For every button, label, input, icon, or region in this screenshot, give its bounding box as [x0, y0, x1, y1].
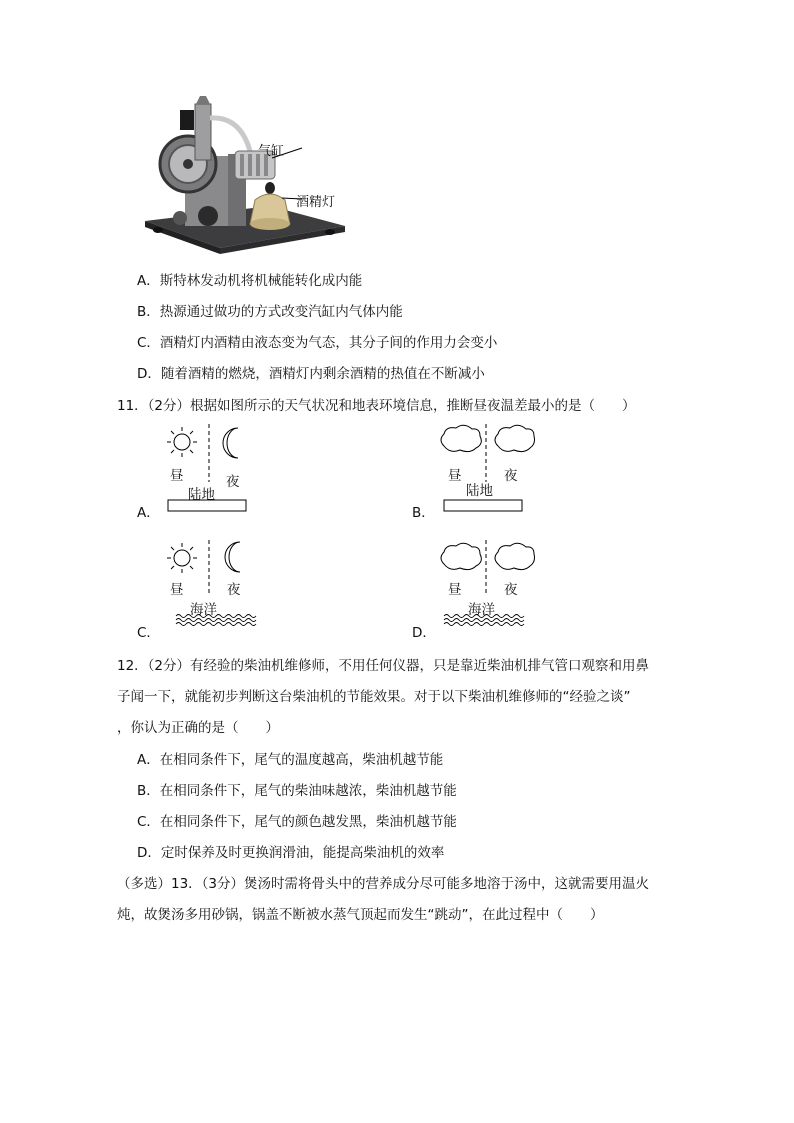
sun-icon — [167, 543, 197, 573]
cylinder-label: 气缸 — [258, 144, 285, 159]
q13-stem-line-1: （多选）13．（3分）煲汤时需将骨头中的营养成分尽可能多地溶于汤中，这就需要用温火 — [117, 876, 650, 892]
q11-d-day-label: 昼 — [448, 582, 462, 598]
q11-d-ocean-label: 海洋 — [468, 602, 495, 618]
moon-icon — [225, 542, 240, 572]
q10-option-a: A．斯特林发动机将机械能转化成内能 — [137, 273, 363, 289]
q12-stem-line-3: ，你认为正确的是（ ） — [117, 720, 279, 736]
q10-option-d: D．随着酒精的燃烧，酒精灯内剩余酒精的热值在不断减小 — [137, 366, 485, 382]
q12-option-a: A．在相同条件下，尾气的温度越高，柴油机越节能 — [137, 752, 444, 768]
q11-a-day-label: 昼 — [170, 468, 184, 484]
q12-option-d: D．定时保养及时更换润滑油，能提高柴油机的效率 — [137, 845, 445, 861]
q11-b-night-label: 夜 — [504, 468, 518, 484]
q11-c-night-label: 夜 — [227, 582, 241, 598]
q11-stem: 11．（2分）根据如图所示的天气状况和地表环境信息，推断昼夜温差最小的是（ ） — [117, 398, 636, 414]
q11-option-a-letter: A． — [137, 505, 160, 521]
alcohol-lamp-label: 酒精灯 — [296, 195, 336, 210]
q11-b-day-label: 昼 — [448, 468, 462, 484]
sun-icon — [167, 427, 197, 457]
land-block — [444, 500, 522, 511]
q12-stem-line-2: 子闻一下，就能初步判断这台柴油机的节能效果。对于以下柴油机维修师的“经验之谈” — [117, 689, 631, 705]
q11-a-night-label: 夜 — [226, 474, 240, 490]
q11-option-d-letter: D． — [412, 625, 436, 641]
q11-a-land-label: 陆地 — [188, 487, 215, 503]
q10-option-c: C．酒精灯内酒精由液态变为气态，其分子间的作用力会变小 — [137, 335, 498, 351]
cloud-icon — [495, 425, 535, 451]
cloud-icon — [441, 425, 481, 451]
q11-option-c-letter: C． — [137, 625, 160, 641]
moon-icon — [223, 428, 238, 458]
q10-option-b: B．热源通过做功的方式改变汽缸内气体内能 — [137, 304, 403, 320]
q11-c-ocean-label: 海洋 — [190, 602, 217, 618]
q11-c-day-label: 昼 — [170, 582, 184, 598]
q13-stem-line-2: 炖，故煲汤多用砂锅，锅盖不断被水蒸气顶起而发生“跳动”，在此过程中（ ） — [117, 907, 604, 923]
q12-option-b: B．在相同条件下，尾气的柴油味越浓，柴油机越节能 — [137, 783, 457, 799]
cloud-icon — [495, 543, 535, 569]
q11-option-b-letter: B． — [412, 505, 435, 521]
q11-b-land-label: 陆地 — [466, 483, 493, 499]
cloud-icon — [441, 543, 481, 569]
q11-d-night-label: 夜 — [504, 582, 518, 598]
q12-option-c: C．在相同条件下，尾气的颜色越发黑，柴油机越节能 — [137, 814, 457, 830]
stirling-engine-image — [140, 96, 350, 258]
q12-stem-line-1: 12．（2分）有经验的柴油机维修师，不用任何仪器，只是靠近柴油机排气管口观察和用鼻 — [117, 658, 650, 674]
stirling-engine-figure — [140, 96, 350, 258]
